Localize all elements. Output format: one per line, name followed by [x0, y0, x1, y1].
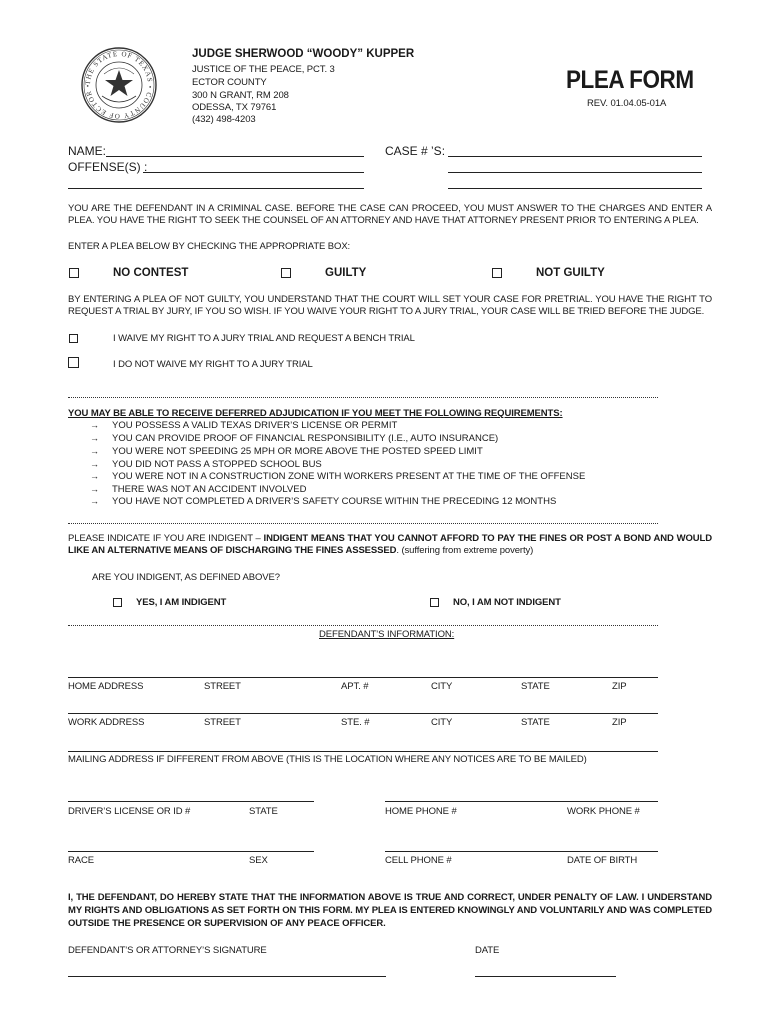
case-number-field-2[interactable] [448, 172, 702, 173]
form-title: PLEA FORM [566, 66, 694, 94]
offense-field-2[interactable] [68, 188, 364, 189]
plea-not-guilty-label: NOT GUILTY [536, 267, 605, 279]
jury-not-waive-checkbox[interactable] [68, 357, 79, 368]
deferred-requirement: → THERE WAS NOT AN ACCIDENT INVOLVED [90, 484, 307, 495]
case-number-field-3[interactable] [448, 188, 702, 189]
indigent-no-label: NO, I AM NOT INDIGENT [453, 597, 561, 608]
address-line: 300 N GRANT, RM 208 [192, 90, 289, 101]
name-field[interactable] [106, 156, 364, 157]
offense-field[interactable] [143, 172, 364, 173]
home-phone-label: HOME PHONE # [385, 806, 457, 817]
judge-name: JUDGE SHERWOOD “WOODY” KUPPER [192, 48, 415, 60]
license-state-label: STATE [249, 806, 278, 817]
phone-field[interactable] [385, 801, 658, 802]
indigent-question: ARE YOU INDIGENT, AS DEFINED ABOVE? [92, 572, 280, 583]
city-line: ODESSA, TX 79761 [192, 102, 277, 113]
date-label: DATE [475, 945, 500, 956]
dob-label: DATE OF BIRTH [567, 855, 638, 866]
work-state-label: STATE [521, 717, 550, 728]
jury-waive-label: I WAIVE MY RIGHT TO A JURY TRIAL AND REQUEST A BENCH TRIAL [113, 333, 415, 344]
deferred-requirement: → YOU HAVE NOT COMPLETED A DRIVER’S SAFETY COURSE WITHIN THE PRECEDING 12 MONTHS [90, 496, 557, 507]
county-line: ECTOR COUNTY [192, 77, 267, 88]
offense-label: OFFENSE(S) : [68, 160, 148, 174]
arrow-right-icon: → [90, 433, 99, 443]
indigent-no-checkbox[interactable] [430, 598, 439, 607]
home-address-field[interactable] [68, 677, 658, 678]
jury-not-waive-label: I DO NOT WAIVE MY RIGHT TO A JURY TRIAL [113, 359, 313, 370]
arrow-right-icon: → [90, 471, 99, 481]
indigent-yes-label: YES, I AM INDIGENT [136, 597, 227, 608]
indigent-yes-checkbox[interactable] [113, 598, 122, 607]
jury-waive-checkbox[interactable] [69, 334, 78, 343]
name-label: NAME: [68, 144, 107, 158]
office-line: JUSTICE OF THE PEACE, PCT. 3 [192, 64, 335, 75]
work-ste-label: STE. # [341, 717, 370, 728]
arrow-right-icon: → [90, 459, 99, 469]
home-apt-label: APT. # [341, 681, 369, 692]
deferred-requirement: → YOU POSSESS A VALID TEXAS DRIVER’S LICENSE OR PERMIT [90, 420, 398, 431]
sex-label: SEX [249, 855, 268, 866]
mailing-address-field[interactable] [68, 751, 658, 752]
plea-guilty-checkbox[interactable] [281, 268, 291, 278]
deferred-requirement: → YOU DID NOT PASS A STOPPED SCHOOL BUS [90, 459, 322, 470]
arrow-right-icon: → [90, 420, 99, 430]
section-divider [68, 523, 658, 524]
mailing-address-label: MAILING ADDRESS IF DIFFERENT FROM ABOVE (THIS IS THE LOCATION WHERE ANY NOTICES ARE TO BE MAILED) [68, 754, 587, 765]
deferred-requirement: → YOU CAN PROVIDE PROOF OF FINANCIAL RESPONSIBILITY (I.E., AUTO INSURANCE) [90, 433, 499, 444]
plea-no-contest-checkbox[interactable] [69, 268, 79, 278]
cell-dob-field[interactable] [385, 851, 658, 852]
intro-text: YOU ARE THE DEFENDANT IN A CRIMINAL CASE. BEFORE THE CASE CAN PROCEED, YOU MUST ANSWER TO THE CHARGES AND ENTER A PLEA. YOU HAVE THE RIGHT TO SEEK THE COUNSEL OF AN ATTORNEY AND HAVE THAT ATTORNEY PRESENT PRIOR TO ENTERING A PLEA. [68, 203, 712, 226]
work-phone-label: WORK PHONE # [567, 806, 640, 817]
home-zip-label: ZIP [612, 681, 627, 692]
section-divider [68, 397, 658, 398]
not-guilty-note: BY ENTERING A PLEA OF NOT GUILTY, YOU UNDERSTAND THAT THE COURT WILL SET YOUR CASE FOR PRETRIAL. YOU HAVE THE RIGHT TO REQUEST A TRIAL BY JURY, IF YOU SO WISH. IF YOU WAIVE YOUR RIGHT TO A JURY TRIAL, YOUR CASE WILL BE TRIED BEFORE THE JUDGE. [68, 294, 712, 317]
case-number-field[interactable] [448, 156, 702, 157]
plea-no-contest-label: NO CONTEST [113, 267, 189, 279]
arrow-right-icon: → [90, 446, 99, 456]
work-city-label: CITY [431, 717, 453, 728]
section-divider [68, 625, 658, 626]
case-label: CASE # ’S: [385, 144, 446, 158]
county-seal-image [80, 46, 158, 124]
phone-line: (432) 498-4203 [192, 114, 256, 125]
deferred-heading: YOU MAY BE ABLE TO RECEIVE DEFERRED ADJUDICATION IF YOU MEET THE FOLLOWING REQUIREMENTS: [68, 408, 563, 419]
home-state-label: STATE [521, 681, 550, 692]
arrow-right-icon: → [90, 496, 99, 506]
license-field[interactable] [68, 801, 314, 802]
plea-not-guilty-checkbox[interactable] [492, 268, 502, 278]
race-label: RACE [68, 855, 94, 866]
work-address-label: WORK ADDRESS [68, 717, 145, 728]
defendant-info-title: DEFENDANT’S INFORMATION: [319, 629, 455, 640]
work-zip-label: ZIP [612, 717, 627, 728]
signature-label: DEFENDANT’S OR ATTORNEY’S SIGNATURE [68, 945, 267, 956]
seal-ring-text: THE STATE OF TEXAS • COUNTY OF ECTOR • [83, 49, 155, 121]
race-sex-field[interactable] [68, 851, 314, 852]
enter-plea-instruction: ENTER A PLEA BELOW BY CHECKING THE APPROPRIATE BOX: [68, 241, 351, 252]
deferred-requirement: → YOU WERE NOT IN A CONSTRUCTION ZONE WITH WORKERS PRESENT AT THE TIME OF THE OFFENSE [90, 471, 586, 482]
work-street-label: STREET [204, 717, 241, 728]
date-field[interactable] [475, 976, 616, 977]
deferred-requirement: → YOU WERE NOT SPEEDING 25 MPH OR MORE ABOVE THE POSTED SPEED LIMIT [90, 446, 483, 457]
affirmation-text: I, THE DEFENDANT, DO HEREBY STATE THAT THE INFORMATION ABOVE IS TRUE AND CORRECT, UNDER PENALTY OF LAW. I UNDERSTAND MY RIGHTS AND OBLIGATIONS AS SET FORTH ON THIS FORM. MY PLEA IS ENTERED KNOWINGLY AND VOLUNTARILY AND WAS COMPLETED OUTSIDE THE PRESENCE OR SUPERVISION OF ANY PEACE OFFICER. [68, 892, 712, 929]
license-label: DRIVER’S LICENSE OR ID # [68, 806, 191, 817]
revision-code: REV. 01.04.05-01A [587, 98, 667, 109]
cell-phone-label: CELL PHONE # [385, 855, 452, 866]
plea-guilty-label: GUILTY [325, 267, 367, 279]
home-city-label: CITY [431, 681, 453, 692]
work-address-field[interactable] [68, 713, 658, 714]
signature-field[interactable] [68, 976, 386, 977]
home-address-label: HOME ADDRESS [68, 681, 144, 692]
arrow-right-icon: → [90, 484, 99, 494]
home-street-label: STREET [204, 681, 241, 692]
indigent-text: PLEASE INDICATE IF YOU ARE INDIGENT – INDIGENT MEANS THAT YOU CANNOT AFFORD TO PAY THE FINES OR POST A BOND AND WOULD LIKE AN ALTERNATIVE MEANS OF DISCHARGING THE FINES ASSESSED. (suffering from extreme poverty) [68, 533, 712, 556]
